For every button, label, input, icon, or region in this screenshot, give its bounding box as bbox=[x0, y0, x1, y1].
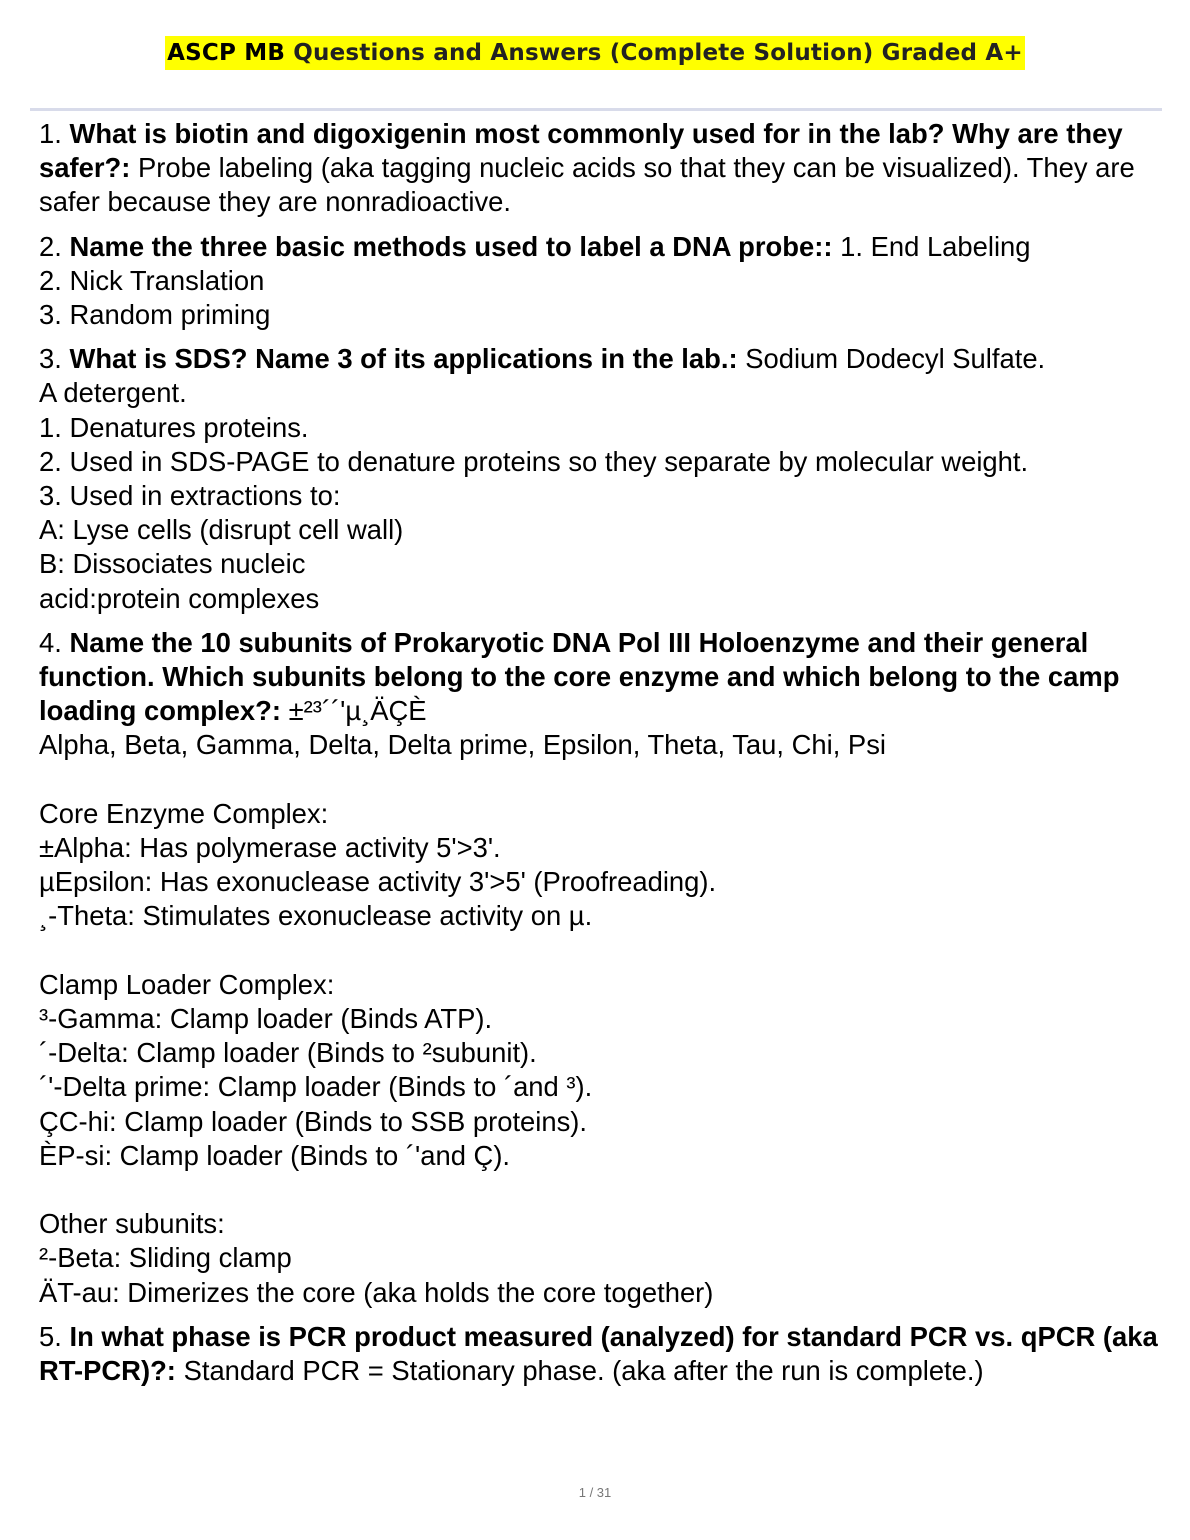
qa-question-line bbox=[39, 230, 1164, 264]
answer-line: ´-Delta: Clamp loader (Binds to ²subunit). bbox=[39, 1037, 537, 1069]
question-number: 5. bbox=[39, 1320, 62, 1352]
qa-list bbox=[39, 117, 1164, 1398]
qa-question-line bbox=[39, 342, 1164, 376]
document-title-rest: Questions and Answers (Complete Solution) Graded A+ bbox=[285, 40, 1023, 66]
answer-text: ±²³´´'µ¸ÄÇÈ bbox=[288, 695, 427, 727]
qa-question-line bbox=[39, 117, 1164, 220]
answer-line: ²-Beta: Sliding clamp bbox=[39, 1242, 292, 1274]
answer-line: Clamp Loader Complex: bbox=[39, 968, 335, 1000]
answer-line: Alpha, Beta, Gamma, Delta, Delta prime, Epsilon, Theta, Tau, Chi, Psi bbox=[39, 729, 886, 761]
question-text: What is biotin and digoxigenin most commonly used for in the lab? Why are they safer?: bbox=[39, 118, 1123, 184]
answer-line: µEpsilon: Has exonuclease activity 3'>5' (Proofreading). bbox=[39, 866, 717, 898]
qa-question-line bbox=[39, 626, 1164, 729]
question-number: 3. bbox=[39, 343, 62, 375]
header-divider bbox=[30, 108, 1162, 111]
answer-line: A detergent. bbox=[39, 377, 187, 409]
question-number: 2. bbox=[39, 230, 62, 262]
answer-line: 2. Used in SDS-PAGE to denature proteins so they separate by molecular weight. bbox=[39, 445, 1029, 477]
question-number: 4. bbox=[39, 626, 62, 658]
answer-line: B: Dissociates nucleic bbox=[39, 548, 306, 580]
answer-spacer bbox=[39, 1173, 1164, 1207]
answer-line: ¸-Theta: Stimulates exonuclease activity on µ. bbox=[39, 900, 593, 932]
qa-item bbox=[39, 1320, 1164, 1388]
qa-item bbox=[39, 117, 1164, 220]
question-text: What is SDS? Name 3 of its applications in the lab.: bbox=[69, 343, 738, 375]
question-text: In what phase is PCR product measured (analyzed) for standard PCR vs. qPCR (aka RT-PCR)?: bbox=[39, 1320, 1158, 1387]
document-title-lead: ASCP MB bbox=[167, 40, 286, 66]
answer-line: ³-Gamma: Clamp loader (Binds ATP). bbox=[39, 1003, 493, 1035]
answer-line: ÇC-hi: Clamp loader (Binds to SSB proteins). bbox=[39, 1105, 588, 1137]
question-number: 1. bbox=[39, 118, 62, 149]
answer-text: Standard PCR = Stationary phase. (aka after the run is complete.) bbox=[183, 1355, 984, 1387]
answer-line: Core Enzyme Complex: bbox=[39, 797, 329, 829]
answer-line: ÈP-si: Clamp loader (Binds to ´'and Ç). bbox=[39, 1139, 511, 1171]
answer-text: Probe labeling (aka tagging nucleic acids so that they can be visualized). They are safer because they are nonradioactive. bbox=[39, 152, 1135, 218]
qa-item bbox=[39, 230, 1164, 333]
answer-line: acid:protein complexes bbox=[39, 582, 320, 614]
answer-spacer bbox=[39, 763, 1164, 797]
qa-item bbox=[39, 342, 1164, 616]
qa-question-line bbox=[39, 1320, 1164, 1388]
answer-line: Other subunits: bbox=[39, 1208, 225, 1240]
answer-line: 1. Denatures proteins. bbox=[39, 411, 309, 443]
page-number: 1 / 31 bbox=[578, 1485, 612, 1500]
answer-line: 2. Nick Translation bbox=[39, 264, 265, 296]
question-text: Name the 10 subunits of Prokaryotic DNA Pol III Holoenzyme and their general function. Which subunits belong to the core enzyme and which belong to the camp loading complex?: bbox=[39, 626, 1120, 727]
answer-line: 3. Random priming bbox=[39, 299, 271, 331]
header bbox=[0, 36, 1190, 70]
answer-spacer bbox=[39, 934, 1164, 968]
answer-line: ÄT-au: Dimerizes the core (aka holds the core together) bbox=[39, 1276, 714, 1308]
answer-text: 1. End Labeling bbox=[840, 230, 1031, 262]
question-text: Name the three basic methods used to label a DNA probe:: bbox=[69, 230, 833, 262]
document-title bbox=[165, 36, 1025, 70]
answer-line: ´'-Delta prime: Clamp loader (Binds to ´and ³). bbox=[39, 1071, 593, 1103]
answer-text: Sodium Dodecyl Sulfate. bbox=[745, 343, 1046, 375]
qa-item bbox=[39, 626, 1164, 1310]
answer-line: A: Lyse cells (disrupt cell wall) bbox=[39, 514, 404, 546]
answer-line: 3. Used in extractions to: bbox=[39, 480, 341, 512]
answer-line: ±Alpha: Has polymerase activity 5'>3'. bbox=[39, 832, 501, 864]
